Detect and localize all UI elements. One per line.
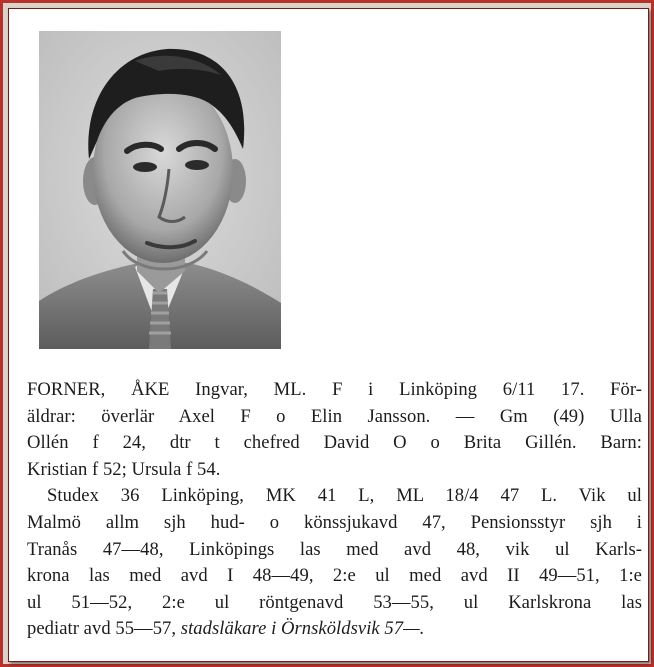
text-line: Kristian f 52; Ursula f 54. bbox=[27, 458, 221, 480]
text-line: FORNER, ÅKE Ingvar, ML. F i Linköping 6/11 17. För- bbox=[27, 379, 642, 400]
text-line: ul 51—52, 2:e ul röntgenavd 53—55, ul Karlskrona las bbox=[27, 591, 642, 613]
portrait-photo bbox=[39, 31, 281, 349]
biography-entry bbox=[27, 377, 642, 643]
text-line: äldrar: överlär Axel F o Elin Jansson. — Gm (49) Ulla bbox=[27, 405, 642, 427]
text-line: krona las med avd I 48—49, 2:e ul med avd II 49—51, 1:e bbox=[27, 565, 642, 587]
text-line: Malmö allm sjh hud- o könssjukavd 47, Pensionsstyr sjh i bbox=[27, 511, 642, 533]
text-line-final bbox=[27, 616, 642, 643]
bio-career-paragraph bbox=[27, 483, 642, 643]
portrait-photo-icon bbox=[39, 31, 281, 349]
text-line: Tranås 47—48, Linköpings las med avd 48, vik ul Karls- bbox=[27, 538, 642, 560]
text-line: Studex 36 Linköping, MK 41 L, ML 18/4 47 L. Vik ul bbox=[47, 485, 642, 507]
page-card bbox=[8, 8, 649, 662]
career-text-plain: pediatr avd 55—57, bbox=[27, 618, 181, 640]
text-line: Ollén f 24, dtr t chefred David O o Brita Gillén. Barn: bbox=[27, 432, 642, 454]
current-position-italic: stadsläkare i Örnsköldsvik 57—. bbox=[180, 618, 425, 640]
bio-personal-paragraph bbox=[27, 377, 642, 483]
